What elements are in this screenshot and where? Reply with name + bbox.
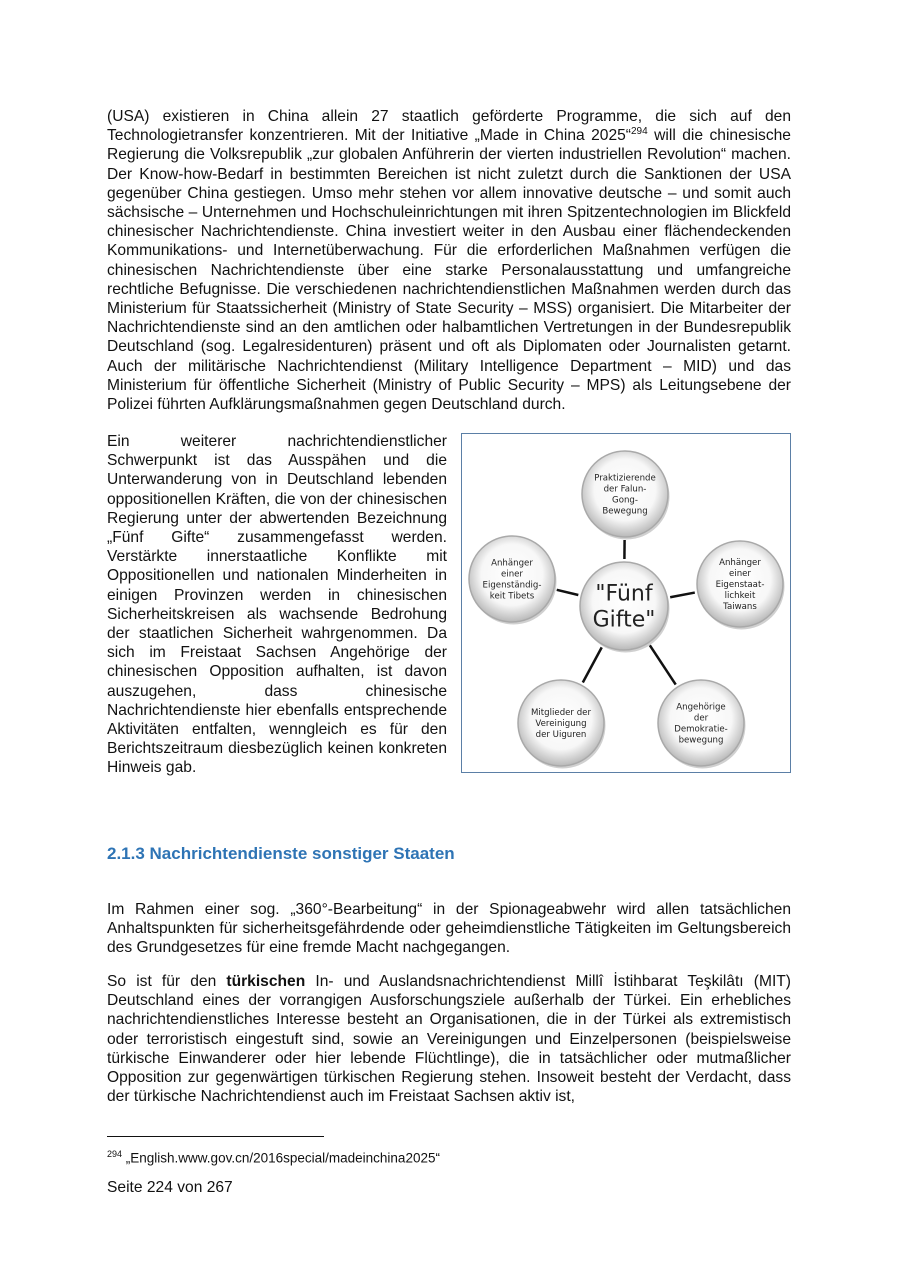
connector-line-2 <box>670 593 695 598</box>
diagram-nodes <box>469 451 785 769</box>
connector-line-5 <box>557 590 579 595</box>
page-number: Seite 224 von 267 <box>107 1179 233 1196</box>
body-paragraph-3: Im Rahmen einer sog. „360°-Bearbeitung“ in der Spionageabwehr wird allen tatsächlichen Anhaltspunkten für sicherheitsgefährdende oder geheimdienstliche Tätigkeiten im Geltungsbereich des Grundgesetzes für eine fremde Macht nachgegangen. <box>107 901 791 957</box>
body-paragraph-4 <box>107 972 791 1106</box>
node-3-label: Angehörige der Demokratie-bewegung <box>674 702 728 746</box>
node-1-label: Praktizierende der Falun-Gong-Bewegung <box>594 473 656 517</box>
section-heading: 2.1.3 Nachrichtendienste sonstiger Staaten <box>107 844 455 863</box>
fuenf-gifte-diagram <box>461 433 791 773</box>
footnote-text: „English.www.gov.cn/2016special/madeinchina2025“ <box>122 1150 440 1166</box>
paragraph-text: will die chinesische Regierung die Volksrepublik „zur globalen Anführerin der vierten industriellen Revolution“ machen. Der Know-how-Bedarf in bestimmten Bereichen ist nicht zuletzt durch die Sanktionen der USA gegenüber China gestiegen. Umso mehr stehen vor allem innovative deutsche – und somit auch sächsische – Unternehmen und Hochschuleinrichtungen mit ihren Spitzentechnologien im Blickfeld chinesischer Nachrichtendienste. China investiert weiter in den Ausbau einer flächendeckenden Kommunikations- und Internetüberwachung. Für die erforderlichen Maßnahmen verfügen die chinesischen Nachrichtendienste über eine starke Personalausstattung und umfangreiche rechtliche Befugnisse. Die verschiedenen nachrichtendienstlichen Maßnahmen werden durch das Ministerium für Staatssicherheit (Ministry of State Security – MSS) organisiert. Die Mitarbeiter der Nachrichtendienste sind an den amtlichen oder halbamtlichen Vertretungen in der Bundesrepublik Deutschland (sog. Legalresidenturen) präsent und oft als Diplomaten oder Journalisten getarnt. Auch der militärische Nachrichtendienst (Military Intelligence Department – MID) und das Ministerium für öffentliche Sicherheit (Ministry of Public Security – MPS) als Leitungsebene der Polizei führten Aufklärungsmaßnahmen gegen Deutschland durch. <box>107 127 791 414</box>
node-4-label: Mitglieder der Vereinigung der Uiguren <box>531 708 591 741</box>
body-paragraph-1 <box>107 107 791 414</box>
body-paragraph-2: Ein weiterer nachrichtendienstlicher Schwerpunkt ist das Ausspähen und die Unterwanderung von in Deutschland lebenden oppositionellen Kräften, die von der chinesischen Regierung unter der abwertenden Bezeichnung „Fünf Gifte“ zusammengefasst werden. Verstärkte innerstaatliche Konflikte mit Oppositionellen und nationalen Minderheiten in einigen Provinzen werden in chinesischen Sicherheitskreisen als wachsende Bedrohung der staatlichen Sicherheit wahrgenommen. Da sich im Freistaat Sachsen Angehörige der chinesischen Opposition aufhalten, ist davon auszugehen, dass chinesische Nachrichtendienste hier ebenfalls entsprechende Aktivitäten entfalten, wenngleich es für den Berichtszeitraum diesbezüglich keinen konkreten Hinweis gab. <box>107 433 447 777</box>
footnote-number: 294 <box>107 1149 123 1159</box>
paragraph-text: So ist für den <box>107 973 227 990</box>
paragraph-text: (USA) existieren in China allein 27 staatlich geförderte Programme, die sich auf den Technologietransfer konzentrieren. Mit der Initiative „Made in China 2025“ <box>107 108 791 145</box>
emphasis-text: türkischen <box>226 973 306 990</box>
node-2-label: Anhänger einer Eigenstaat-lichkeit Taiwans <box>715 558 765 613</box>
footnote <box>107 1146 440 1167</box>
connector-line-3 <box>650 645 676 684</box>
footnote-separator <box>107 1136 324 1137</box>
diagram-svg <box>462 434 792 774</box>
connector-line-4 <box>583 647 602 682</box>
paragraph-text: In- und Auslandsnachrichtendienst Millî İstihbarat Teşkilâtı (MIT) Deutschland eines der vorrangigen Ausforschungsziele außerhalb der Türkei. Ein erhebliches nachrichtendienstliches Interesse besteht an Organisationen, die in der Türkei als extremistisch oder terroristisch eingestuft sind, sowie an Vereinigungen und Einzelpersonen (beispielsweise türkische Einwanderer oder hier lebende Flüchtlinge), die in tatsächlicher oder mutmaßlicher Opposition zur gegenwärtigen türkischen Regierung stehen. Insoweit besteht der Verdacht, dass der türkische Nachrichtendienst auch im Freistaat Sachsen aktiv ist, <box>107 973 792 1106</box>
center-node-label: "Fünf Gifte" <box>592 581 656 633</box>
footnote-ref-294[interactable]: 294 <box>631 126 648 138</box>
node-5-label: Anhänger einer Eigenständig-keit Tibets <box>482 558 542 602</box>
